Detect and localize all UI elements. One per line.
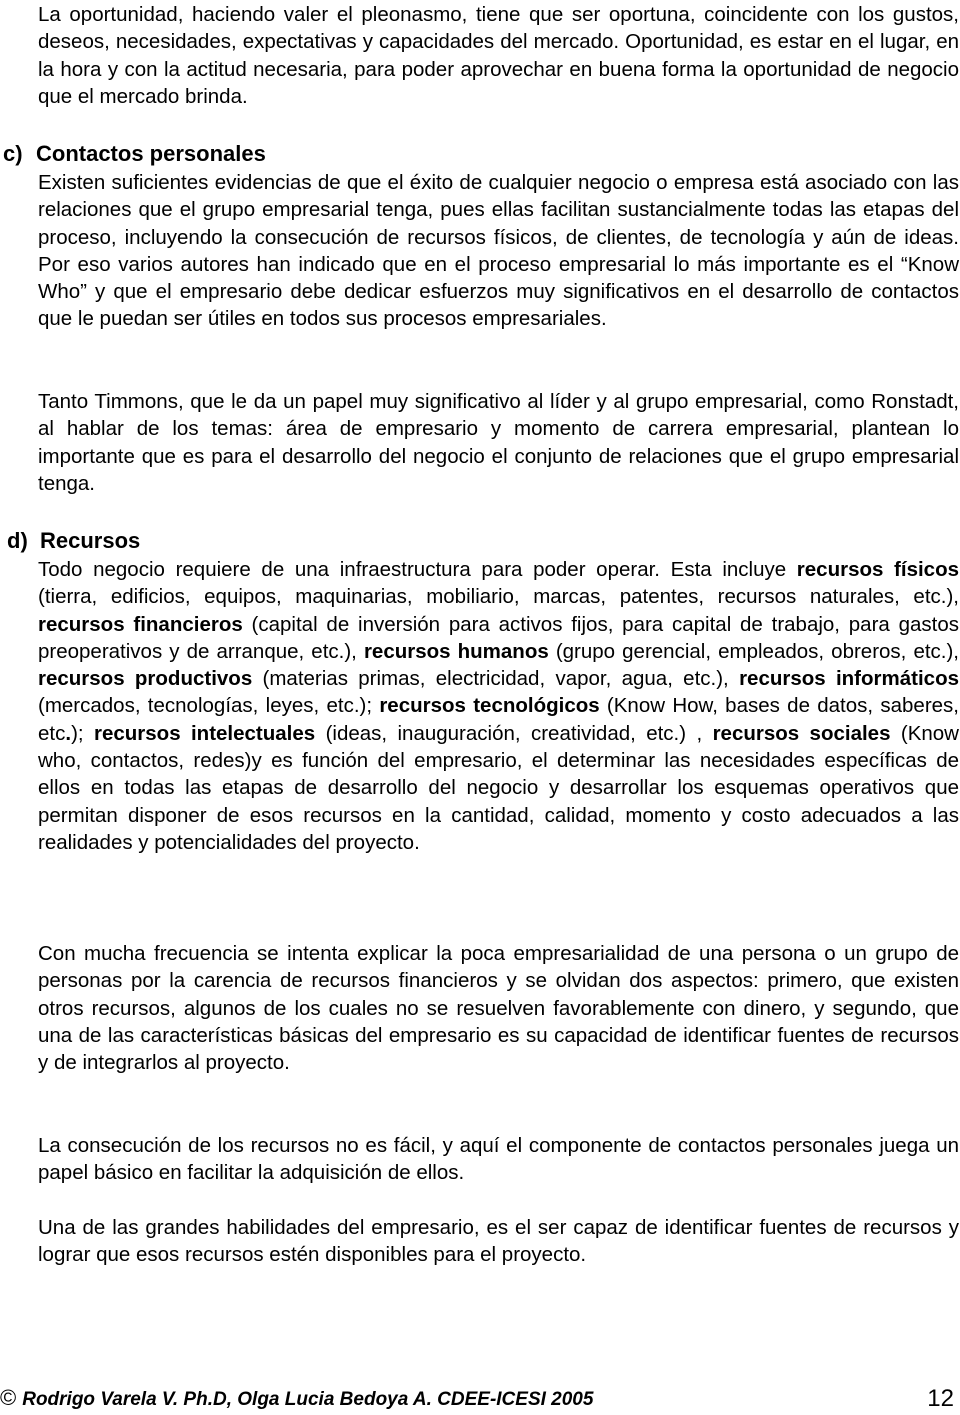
section-marker: c) <box>3 141 23 166</box>
contactos-paragraph-1: Existen suficientes evidencias de que el éxito de cualquier negocio o empresa está asociado con las relaciones que el grupo empresarial tenga, pues ellas facilitan sustancialmente todas las etapas del proceso, incluyendo la consecución de recursos físicos, de clientes, de tecnología y aún de ideas. Por eso varios autores han indicado que en el proceso empresarial lo más importante es el “Know Who” y que el empresario debe dedicar esfuerzos muy significativos en el desarrollo de contactos que le puedan ser útiles en todos sus procesos empresariales. <box>38 171 959 331</box>
text-run: (Know How, bases de datos, saberes, etc <box>38 694 959 745</box>
bold-term: recursos financieros <box>38 612 243 636</box>
recursos-paragraph-2: Con mucha frecuencia se intenta explicar la poca empresarialidad de una persona o un grupo de personas por la carencia de recursos financieros y se olvidan dos aspectos: primero, que existen otros recursos, algunos de los cuales no se resuelven favorablemente con dinero, y segundo, que una de las características básicas del empresario es su capacidad de identificar fuentes de recursos y de integrarlos al proyecto. <box>38 942 959 1075</box>
section-heading-recursos <box>7 527 140 554</box>
bold-term: . <box>65 721 72 745</box>
page-number: 12 <box>927 1385 954 1412</box>
text-run: Todo negocio requiere de una infraestructura para poder operar. Esta incluye <box>38 558 797 581</box>
bold-term: recursos humanos <box>363 639 549 663</box>
contactos-paragraph-2: Tanto Timmons, que le da un papel muy significativo al líder y al grupo empresarial, como Ronstadt, al hablar de los temas: área de empresario y momento de carrera empresarial, plantean lo importante que es para el desarrollo del negocio el conjunto de relaciones que el grupo empresarial tenga. <box>38 390 959 495</box>
footer-credit <box>0 1385 593 1411</box>
recursos-paragraph-4: Una de las grandes habilidades del empresario, es el ser capaz de identificar fuentes de recursos y lograr que esos recursos estén disponibles para el proyecto. <box>38 1216 959 1267</box>
intro-paragraph: La oportunidad, haciendo valer el pleonasmo, tiene que ser oportuna, coincidente con los gustos, deseos, necesidades, expectativas y capacidades del mercado. Oportunidad, es estar en el lugar, en la hora y con la actitud necesaria, para poder aprovechar en buena forma la oportunidad de negocio que el mercado brinda. <box>38 3 959 108</box>
recursos-paragraph-3: La consecución de los recursos no es fácil, y aquí el componente de contactos personales juega un papel básico en facilitar la adquisición de ellos. <box>38 1134 959 1185</box>
text-run: (grupo gerencial, empleados, obreros, etc.), <box>548 639 960 663</box>
section-title: Contactos personales <box>36 141 266 166</box>
bold-term: recursos físicos <box>796 558 959 581</box>
bold-term: recursos productivos <box>38 667 253 691</box>
text-run: (mercados, tecnologías, leyes, etc.); <box>38 694 380 718</box>
bold-term: recursos tecnológicos <box>379 694 600 718</box>
text-run: (materias primas, electricidad, vapor, agua, etc.), <box>252 667 740 691</box>
text-run: (capital de inversión para activos fijos, para capital de trabajo, para gastos preoperativos y de arranque, etc.), <box>38 612 959 663</box>
section-title: Recursos <box>40 528 141 553</box>
text-run: (tierra, edificios, equipos, maquinarias, mobiliario, marcas, patentes, recursos naturales, etc.), <box>38 585 959 609</box>
text-run: (Know who, contactos, redes)y es función del empresario, el determinar las necesidades específicas de ellos en todas las etapas de desarrollo del negocio y desarrollar los esquemas operativos que permitan disponer de esos recursos en la cantidad, calidad, momento y costo adecuados a las realidades y potencialidades del proyecto. <box>38 721 959 854</box>
bold-term: recursos informáticos <box>739 667 959 691</box>
section-heading-contactos <box>3 140 266 167</box>
section-marker: d) <box>7 528 28 553</box>
copyright-symbol: © <box>0 1385 17 1410</box>
footer-credit-text: Rodrigo Varela V. Ph.D, Olga Lucia Bedoya A. CDEE-ICESI 2005 <box>22 1389 594 1410</box>
text-run: ); <box>71 721 94 745</box>
bold-term: recursos intelectuales <box>93 721 316 745</box>
recursos-paragraph-1 <box>38 556 959 856</box>
text-run: (ideas, inauguración, creatividad, etc.) , <box>315 721 713 745</box>
page-footer <box>0 1385 960 1415</box>
bold-term: recursos sociales <box>712 721 891 745</box>
